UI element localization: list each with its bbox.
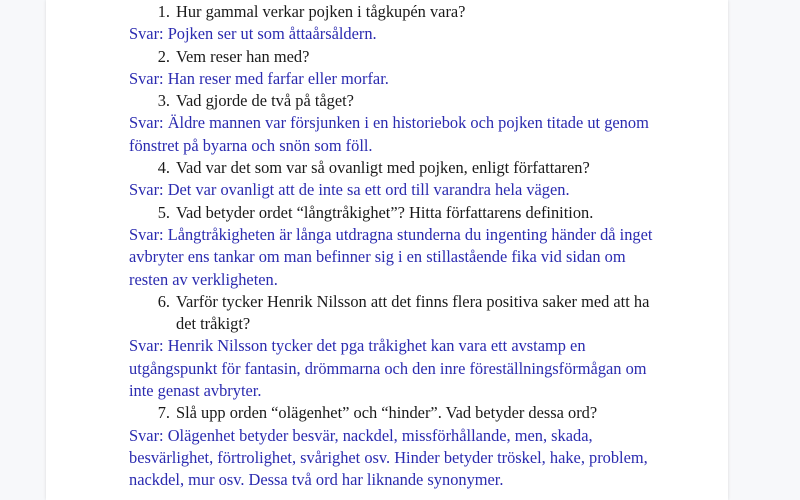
document-page (46, 0, 728, 500)
question-text: Vad gjorde de två på tåget? (176, 91, 354, 111)
answer-5: Svar: Långtråkigheten är långa utdragna stunderna du ingenting händer då inget avbryter ens tankar om man befinner sig i en stillastående fika vid sidan om resten av verkligheten. (129, 224, 653, 289)
question-number: 6. (157, 291, 170, 311)
question-6 (129, 291, 659, 336)
answer-3: Svar: Äldre mannen var försjunken i en historiebok och pojken titade ut genom fönstret på byarna och snön som föll. (129, 113, 649, 155)
answer-1: Svar: Pojken ser ut som åttaårsåldern. (129, 24, 377, 44)
question-text: Varför tycker Henrik Nilsson att det finns flera positiva saker med att ha det tråkigt? (176, 291, 650, 334)
answer-4: Svar: Det var ovanligt att de inte sa ett ord till varandra hela vägen. (129, 180, 570, 200)
question-number: 7. (157, 403, 170, 423)
question-number: 1. (157, 2, 170, 21)
question-number: 4. (157, 158, 170, 178)
question-5 (129, 202, 659, 224)
question-list (129, 1, 659, 492)
question-3 (129, 90, 659, 112)
question-number: 2. (157, 46, 170, 66)
question-2 (129, 46, 659, 68)
question-number: 5. (157, 202, 170, 222)
question-text: Vad betyder ordet “långtråkighet”? Hitta författarens definition. (176, 202, 594, 222)
question-1 (129, 1, 659, 23)
question-text: Hur gammal verkar pojken i tågkupén vara? (176, 2, 466, 21)
question-text: Vad var det som var så ovanligt med pojken, enligt författaren? (176, 158, 590, 178)
question-text: Slå upp orden “olägenhet” och “hinder”. Vad betyder dessa ord? (176, 403, 598, 423)
answer-7: Svar: Olägenhet betyder besvär, nackdel, missförhållande, men, skada, besvärlighet, förtrolighet, svårighet osv. Hinder betyder tröskel, hake, problem, nackdel, mur osv. Dessa två ord har liknande synonymer. (129, 425, 648, 490)
question-number: 3. (157, 91, 170, 111)
answer-2: Svar: Han reser med farfar eller morfar. (129, 68, 389, 88)
question-7 (129, 402, 659, 424)
question-text: Vem reser han med? (176, 46, 310, 66)
answer-6: Svar: Henrik Nilsson tycker det pga tråkighet kan vara ett avstamp en utgångspunkt för fantasin, drömmarna och den inre föreställningsförmågan om inte genast avbryter. (129, 336, 647, 401)
question-4 (129, 157, 659, 179)
